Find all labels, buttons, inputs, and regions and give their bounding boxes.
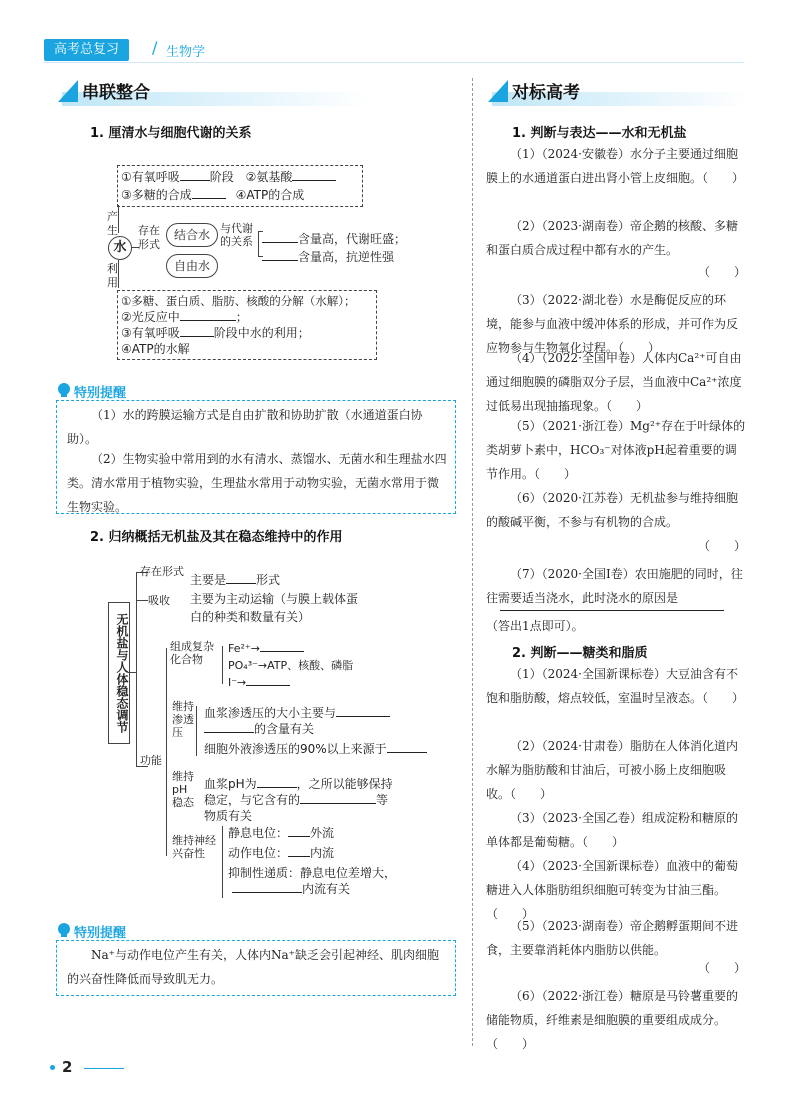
absorb-label: 吸收 bbox=[148, 594, 170, 607]
q2-title: 2. 判断——糖类和脂质 bbox=[512, 646, 648, 661]
q1-item-2: （2）（2023·湖南卷）帝企鹅的核酸、多糖和蛋白质合成过程中都有水的产生。 bbox=[486, 219, 738, 257]
action-potential: 动作电位： 内流 bbox=[228, 846, 335, 860]
use-line-3: ③有氧呼吸 阶段中水的利用； bbox=[121, 326, 310, 340]
triangle-icon bbox=[58, 80, 78, 102]
produce-line-1: ①有氧呼吸 阶段 ②氨基酸 bbox=[121, 168, 336, 186]
s2-title: 2. 归纳概括无机盐及其在稳态维持中的作用 bbox=[90, 530, 343, 545]
q1-item-2-blank: （ ） bbox=[697, 265, 746, 279]
nerve-brace bbox=[222, 826, 223, 898]
remind-p2: （2）生物实验中常用到的水有清水、蒸馏水、无菌水和生理盐水四类。清水常用于植物实验，生理盐水常用于动物实验，无菌水常用于微生物实验。 bbox=[67, 452, 447, 514]
subject-label: 生物学 bbox=[166, 45, 206, 60]
q1-item-1: （1）（2024·安徽卷）水分子主要通过细胞膜上的水通道蛋白进出肾小管上皮细胞。（ ） bbox=[486, 147, 745, 185]
produce-connector bbox=[118, 205, 119, 233]
compound-label: 组成复杂化合物 bbox=[170, 640, 214, 666]
q2-item-4: （4）（2023·全国新课标卷）血液中的葡萄糖进入人体脂肪组织细胞可转变为甘油三酯。（ ） bbox=[486, 859, 738, 921]
osm-label: 维持渗透压 bbox=[172, 700, 194, 739]
ph-text: 血浆pH为 ，之所以能够保持稳定，与它含有的 等物质有关 bbox=[204, 777, 393, 823]
q1-item-7-tail: （答出1点即可）。 bbox=[486, 619, 584, 633]
absorb-link bbox=[136, 600, 148, 601]
exist-text: 主要是 形式 bbox=[190, 573, 281, 587]
remind2-p1: Na⁺与动作电位产生有关，人体内Na⁺缺乏会引起神经、肌肉细胞的兴奋性降低而导致肌无力。 bbox=[67, 948, 439, 986]
root-box: 无机盐与人体稳态调节 bbox=[108, 602, 130, 744]
use-line-2: ②光反应中 ； bbox=[121, 310, 248, 324]
header-rule bbox=[44, 62, 744, 63]
i-line: I⁻→ bbox=[228, 674, 290, 692]
q2-item-6: （6）（2022·浙江卷）糖原是马铃薯重要的储能物质，纤维素是细胞膜的重要组成成分。（ ） bbox=[486, 989, 738, 1051]
q1-item-6-blank: （ ） bbox=[697, 539, 746, 553]
root-link bbox=[128, 672, 136, 673]
high-resist-line: 含量高，抗逆性强 bbox=[262, 248, 394, 266]
page-rule bbox=[84, 1068, 124, 1069]
q1-item-3: （3）（2022·湖北卷）水是酶促反应的环境，能参与血液中缓冲体系的形成，并可作为反应物参与生物氧化过程。（ ） bbox=[486, 293, 739, 355]
nerve-label: 维持神经兴奋性 bbox=[172, 834, 216, 860]
osm-line-2: 细胞外液渗透压的90%以上来源于 bbox=[204, 740, 427, 758]
bulb-icon bbox=[56, 922, 72, 938]
osm-line-1: 血浆渗透压的大小主要与 bbox=[204, 704, 390, 722]
use-line-1: ①多糖、蛋白质、脂肪、核酸的分解（水解）； bbox=[121, 294, 356, 308]
exist-form-label: 存在形式 bbox=[138, 224, 160, 251]
remind-box-2 bbox=[56, 940, 456, 996]
remind-box-1 bbox=[56, 400, 456, 514]
q2-item-5: （5）（2023·湖南卷）帝企鹅孵蛋期间不进食，主要靠消耗体内脂肪以供能。 bbox=[486, 919, 738, 957]
remind-p1: （1）水的跨膜运输方式是自由扩散和协助扩散（水通道蛋白协助）。 bbox=[67, 408, 423, 446]
header-separator: / bbox=[152, 38, 158, 57]
high-metab-line: 含量高，代谢旺盛； bbox=[262, 230, 406, 248]
bulb-icon bbox=[56, 382, 72, 398]
q1-item-4: （4）（2022·全国甲卷）人体内Ca²⁺可自由通过细胞膜的磷脂双分子层，当血液中Ca²⁺浓度过低易出现抽搐现象。（ ） bbox=[486, 351, 742, 413]
bound-water: 结合水 bbox=[166, 223, 218, 247]
q1-item-5: （5）（2021·浙江卷）Mg²⁺存在于叶绿体的类胡萝卜素中，HCO₃⁻对体液pH起着重要的调节作用。（ ） bbox=[486, 419, 746, 481]
q2-item-2: （2）（2024·甘肃卷）脂肪在人体消化道内水解为脂肪酸和甘油后，可被小肠上皮细胞吸收。（ ） bbox=[486, 739, 738, 801]
column-divider bbox=[472, 78, 473, 1046]
q2-item-3: （3）（2023·全国乙卷）组成淀粉和糖原的单体都是葡萄糖。（ ） bbox=[486, 811, 738, 849]
use-line-4: ④ATP的水解 bbox=[121, 342, 190, 356]
book-tag: 高考总复习 bbox=[44, 39, 129, 61]
produce-line-2: ③多糖的合成 ④ATP的合成 bbox=[121, 188, 305, 202]
produce-box bbox=[117, 165, 363, 207]
page-number: 2 bbox=[62, 1058, 73, 1076]
use-label: 利用 bbox=[107, 262, 118, 289]
q2-item-5-blank: （ ） bbox=[697, 961, 746, 975]
free-water: 自由水 bbox=[166, 254, 218, 278]
q1-item-6: （6）（2020·江苏卷）无机盐参与维持细胞的酸碱平衡，不参与有机物的合成。 bbox=[486, 491, 738, 529]
triangle-icon bbox=[488, 80, 508, 102]
inhibit-line-2: 内流有关 bbox=[232, 880, 350, 898]
po4-line: PO₄³⁻→ATP、核酸、磷脂 bbox=[228, 659, 354, 672]
water-node: 水 bbox=[108, 236, 132, 260]
q2-item-1: （1）（2024·全国新课标卷）大豆油含有不饱和脂肪酸，熔点较低，室温时呈液态。（ ） bbox=[486, 667, 745, 705]
root-brace bbox=[136, 572, 137, 766]
osm-brace bbox=[196, 706, 197, 756]
relation-label: 与代谢的关系 bbox=[220, 222, 253, 248]
produce-label: 产生 bbox=[107, 210, 118, 237]
s1-title: 1. 厘清水与细胞代谢的关系 bbox=[90, 126, 252, 141]
ph-label: 维持pH稳态 bbox=[172, 770, 194, 809]
q1-item-7: （7）（2020·全国Ⅰ卷）农田施肥的同时，往往需要适当浇水，此时浇水的原因是 bbox=[486, 567, 743, 605]
compound-brace bbox=[222, 646, 223, 684]
rest-potential: 静息电位： 外流 bbox=[228, 826, 335, 840]
inhibit-line-1: 抑制性递质：静息电位差增大， bbox=[228, 866, 397, 880]
remind-title-2: 特别提醒 bbox=[74, 926, 127, 941]
function-brace bbox=[166, 648, 167, 856]
fe-line: Fe²⁺→ bbox=[228, 640, 304, 658]
osm-line-1b: 的含量有关 bbox=[204, 720, 314, 738]
section-title-right: 对标高考 bbox=[512, 83, 580, 103]
use-box bbox=[117, 290, 377, 360]
exist-label: 存在形式 bbox=[140, 565, 184, 578]
section-title-left: 串联整合 bbox=[82, 83, 150, 103]
q1-title: 1. 判断与表达——水和无机盐 bbox=[512, 126, 687, 141]
page-dot bbox=[50, 1065, 55, 1070]
function-label: 功能 bbox=[140, 754, 162, 767]
remind-title-1: 特别提醒 bbox=[74, 386, 127, 401]
answer-line[interactable] bbox=[500, 610, 724, 611]
absorb-text: 主要为主动运输（与膜上载体蛋白的种类和数量有关） bbox=[190, 592, 359, 624]
